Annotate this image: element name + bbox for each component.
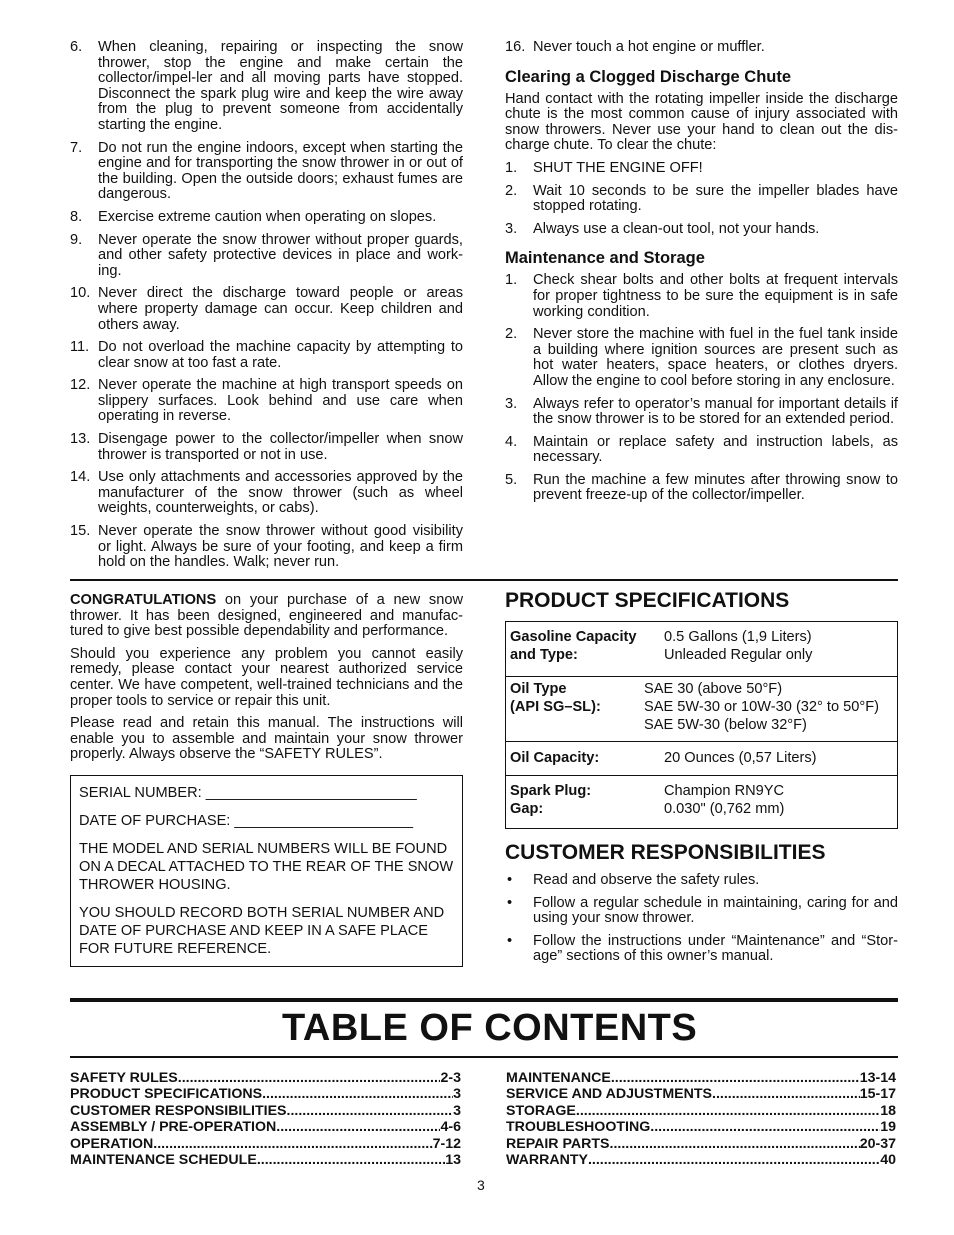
toc-entry[interactable]: CUSTOMER RESPONSIBILITIES ..... 3 (70, 1103, 461, 1119)
section-heading: Clearing a Clogged Discharge Chute (505, 67, 792, 86)
toc-left (70, 1070, 461, 1168)
list-item: 6. When cleaning, repairing or inspecting the snow thrower, stop the engine and make certain the collector/impel-ler and all moving parts have stopped. Disconnect the spark plug wire and keep the wire away from the plug to prevent someone from accidentally starting the engine. (70, 39, 463, 133)
list-item: • Follow the instructions under “Maintenance” and “Stor-age” sections of this owner’s manual. (505, 934, 898, 965)
list-item: 4. Maintain or replace safety and instruction labels, as necessary. (505, 433, 898, 466)
paragraph: Please read and retain this manual. The instructions will enable you to assemble and maintain your snow thrower properly. Always observe the “SAFETY RULES”. (70, 715, 463, 763)
safety-rules-right (505, 40, 898, 511)
list-item: 2. Never store the machine with fuel in the fuel tank inside a building where ignition sources are present such as hot water heaters, space heaters, or clothes dryers. Allow the engine to cool before storing in any enclosure. (505, 326, 898, 389)
specs-table (505, 621, 898, 829)
table-row: Oil Capacity: 20 Ounces (0,57 Liters) (506, 742, 898, 776)
list-item: 14. Use only attachments and accessories approved by the manufacturer of the snow thrower (such as wheel weights, counterweights, or cabs). (70, 469, 463, 517)
list-item: 3. Always refer to operator’s manual for important details if the snow thrower is to be stored for an extended period. (505, 395, 898, 428)
table-row: Gasoline Capacity 0.5 Gallons (1,9 Liters) and Type: Unleaded Regular only (506, 622, 898, 677)
list-item: 13. Disengage power to the collector/impeller when snow thrower is transported or not in use. (70, 431, 463, 463)
paragraph: YOU SHOULD RECORD BOTH SERIAL NUMBER AND DATE OF PURCHASE AND KEEP IN A SAFE PLACE FOR FUTURE REFERENCE. (79, 904, 445, 957)
table-row: Spark Plug: Champion RN9YC Gap: 0.030" (0,762 mm) (506, 776, 898, 829)
toc-entry[interactable]: ASSEMBLY / PRE-OPERATION ..... 4-6 (70, 1119, 461, 1135)
divider (70, 998, 898, 1002)
toc-entry[interactable]: MAINTENANCE SCHEDULE ..... 13 (70, 1152, 461, 1168)
serial-number-line: SERIAL NUMBER: __________________________ (79, 784, 417, 801)
paragraph: Hand contact with the rotating impeller inside the discharge chute is the most common cause of injury associated with snow throwers. Never use your hand to clean out the dis-charge chute. To clear the chute: (505, 90, 898, 154)
list-item: 12. Never operate the machine at high transport speeds on slippery surfaces. Look behind and use care when operating in reverse. (70, 377, 463, 425)
list-item: 16. Never touch a hot engine or muffler. (505, 39, 765, 55)
toc-entry[interactable]: TROUBLESHOOTING ..... 19 (506, 1119, 896, 1135)
paragraph: CONGRATULATIONS on your purchase of a new snow thrower. It has been designed, engineered and manufac-tured to give best possible dependability and performance. (70, 592, 463, 640)
list-item: • Follow a regular schedule in maintaining, caring for and using your snow thrower. (505, 896, 898, 927)
table-row: Oil Type SAE 30 (above 50°F) (API SG–SL): SAE 5W-30 or 10W-30 (32° to 50°F) SAE 5W-30 (below 32°F) (506, 677, 898, 742)
list-item: 11. Do not overload the machine capacity by attempting to clear snow at too fast a rate. (70, 339, 463, 371)
paragraph: THE MODEL AND SERIAL NUMBERS WILL BE FOUND ON A DECAL ATTACHED TO THE REAR OF THE SNOW THROWER HOUSING. (79, 840, 454, 893)
specs-section (505, 589, 898, 972)
toc-entry[interactable]: MAINTENANCE ..... 13-14 (506, 1070, 896, 1086)
list-item: 1. SHUT THE ENGINE OFF! (505, 159, 703, 176)
toc-entry[interactable]: SAFETY RULES ..... 2-3 (70, 1070, 461, 1086)
page-number: 3 (477, 1177, 485, 1193)
list-item: 2. Wait 10 seconds to be sure the impeller blades have stopped rotating. (505, 182, 898, 215)
date-of-purchase-line: DATE OF PURCHASE: ______________________ (79, 812, 413, 829)
toc-entry[interactable]: PRODUCT SPECIFICATIONS ..... 3 (70, 1086, 461, 1102)
list-item: 7. Do not run the engine indoors, except when starting the engine and for transporting the snow thrower in or out of the building. Open the outside doors; exhaust fumes are dangerous. (70, 139, 463, 203)
toc-entry[interactable]: OPERATION ..... 7-12 (70, 1136, 461, 1152)
toc-right (506, 1070, 896, 1168)
toc-title: TABLE OF CONTENTS (282, 1007, 698, 1049)
toc-entry[interactable]: WARRANTY ..... 40 (506, 1152, 896, 1168)
section-heading: Maintenance and Storage (505, 249, 705, 268)
list-item: 10. Never direct the discharge toward people or areas where property damage can occur. Keep children and others away. (70, 285, 463, 333)
list-item: 15. Never operate the snow thrower without good visibility or light. Always be sure of your footing, and keep a firm hold on the handles. Walk; never run. (70, 523, 463, 571)
customer-heading: CUSTOMER RESPONSIBILITIES (505, 841, 826, 864)
toc-entry[interactable]: SERVICE AND ADJUSTMENTS ..... 15-17 (506, 1086, 896, 1102)
divider (70, 1056, 898, 1058)
divider (70, 579, 898, 581)
list-item: 9. Never operate the snow thrower without proper guards, and other safety protective devices in place and work-ing. (70, 231, 463, 279)
record-box (70, 775, 463, 967)
safety-rules-left (70, 40, 463, 578)
specs-heading: PRODUCT SPECIFICATIONS (505, 589, 790, 612)
toc-entry[interactable]: REPAIR PARTS ..... 20-37 (506, 1136, 896, 1152)
list-item: 3. Always use a clean-out tool, not your hands. (505, 220, 820, 237)
toc-entry[interactable]: STORAGE ..... 18 (506, 1103, 896, 1119)
intro-section (70, 593, 463, 967)
list-item: 1. Check shear bolts and other bolts at frequent intervals for proper tightness to be sure the equipment is in safe working condition. (505, 272, 898, 320)
list-item: • Read and observe the safety rules. (505, 873, 898, 889)
list-item: 5. Run the machine a few minutes after throwing snow to prevent freeze-up of the collector/impeller. (505, 471, 898, 504)
list-item: 8. Exercise extreme caution when operating on slopes. (70, 208, 437, 225)
paragraph: Should you experience any problem you cannot easily remedy, please contact your nearest authorized service center. We have competent, well-trained technicians and the proper tools to service or repair this unit. (70, 645, 463, 709)
